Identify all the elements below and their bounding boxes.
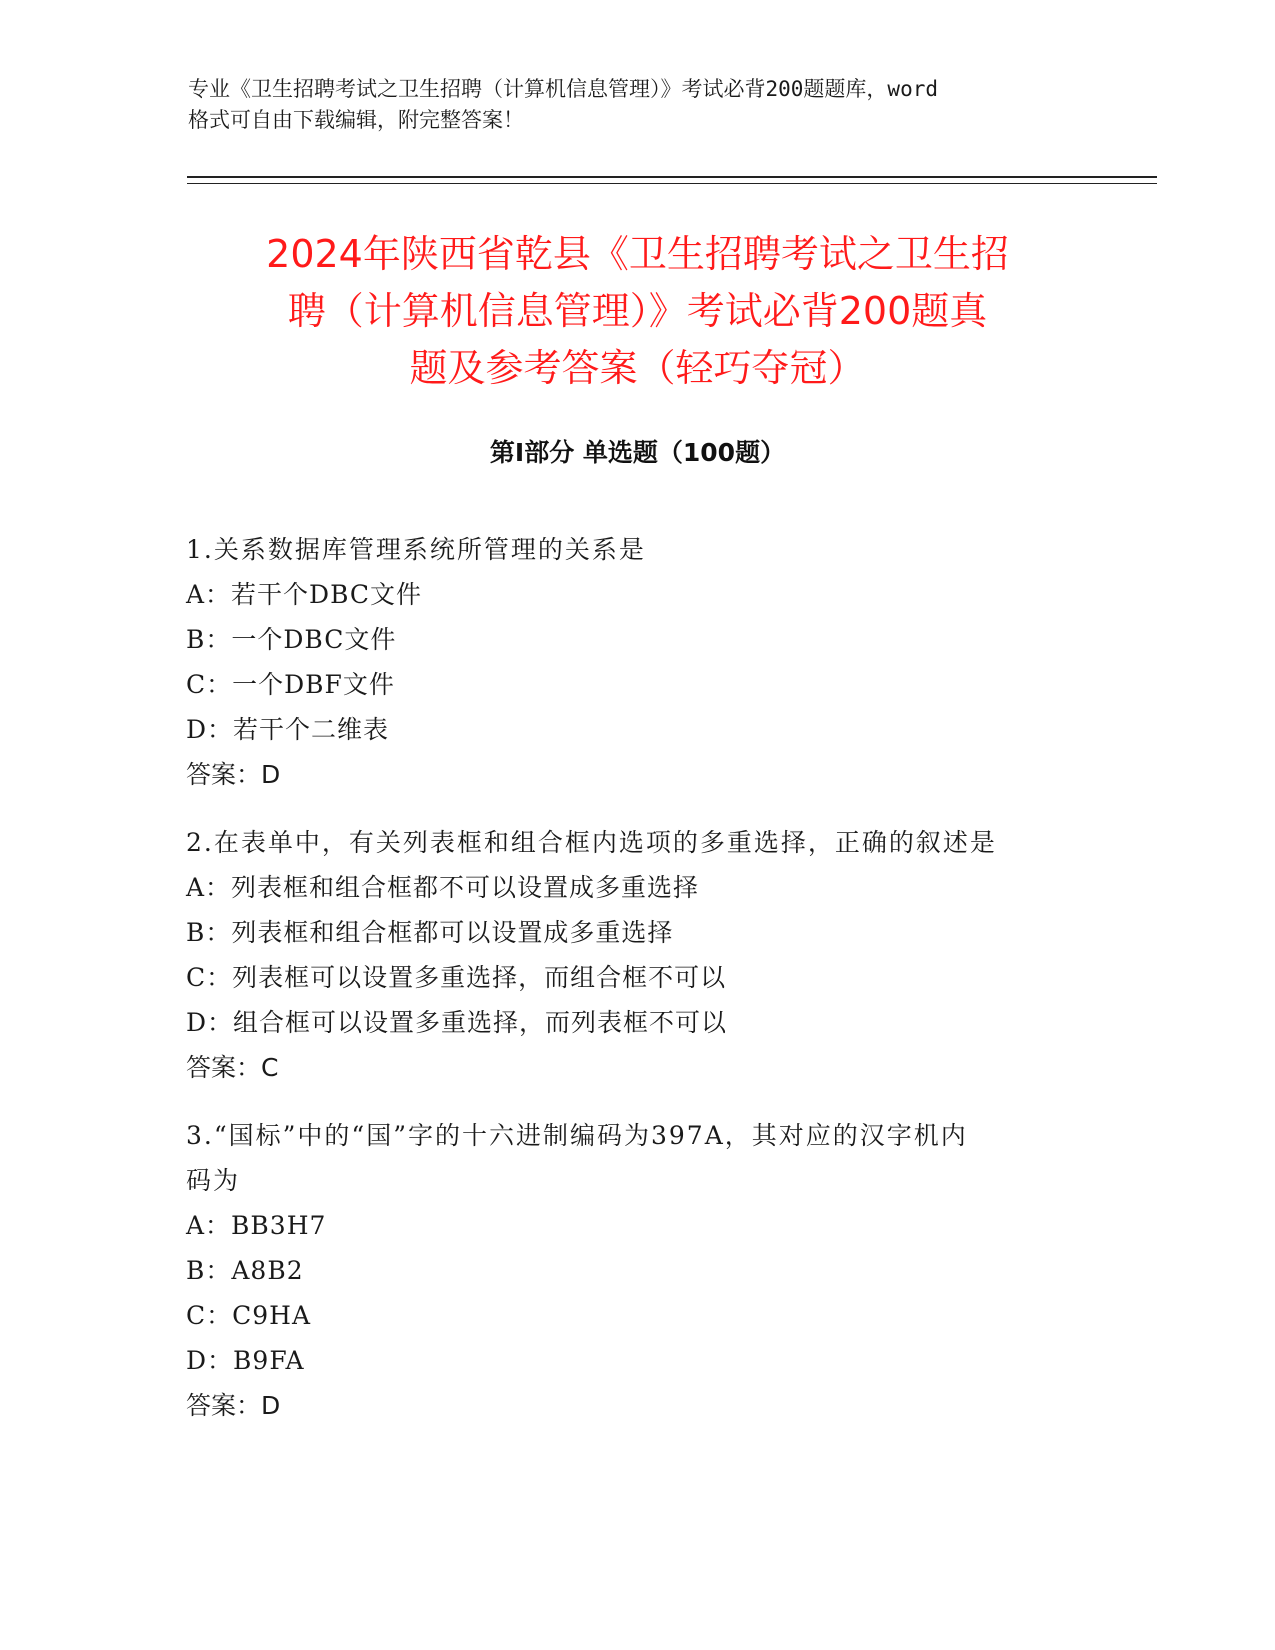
option-c: C：C9HA	[186, 1301, 312, 1330]
question-list	[186, 527, 1086, 1451]
option-b: B：一个DBC文件	[186, 625, 397, 654]
answer-label: 答案：D	[186, 760, 281, 789]
option-b: B：A8B2	[186, 1256, 304, 1285]
option-b: B：列表框和组合框都可以设置成多重选择	[186, 918, 674, 947]
header-divider-thin	[187, 183, 1157, 184]
question-stem: 3.“国标”中的“国”字的十六进制编码为397A，其对应的汉字机内	[186, 1121, 968, 1150]
option-a: A：列表框和组合框都不可以设置成多重选择	[186, 873, 700, 902]
option-a: A：若干个DBC文件	[186, 580, 423, 609]
title-line: 2024年陕西省乾县《卫生招聘考试之卫生招	[266, 232, 1009, 276]
question-item	[186, 527, 1086, 797]
header-note-line: 专业《卫生招聘考试之卫生招聘（计算机信息管理）》考试必背200题题库，word	[188, 77, 938, 101]
question-stem: 2.在表单中，有关列表框和组合框内选项的多重选择，正确的叙述是	[186, 828, 997, 857]
option-d: D：组合框可以设置多重选择，而列表框不可以	[186, 1008, 728, 1037]
header-note	[188, 74, 1088, 136]
title-line: 聘（计算机信息管理）》考试必背200题真	[287, 289, 988, 333]
option-d: D：若干个二维表	[186, 715, 390, 744]
option-c: C：列表框可以设置多重选择，而组合框不可以	[186, 963, 727, 992]
title-line: 题及参考答案（轻巧夺冠）	[409, 346, 866, 390]
document-title	[170, 226, 1105, 397]
option-c: C：一个DBF文件	[186, 670, 395, 699]
question-stem: 1.关系数据库管理系统所管理的关系是	[186, 535, 646, 564]
answer-label: 答案：C	[186, 1053, 279, 1082]
header-note-line: 格式可自由下载编辑，附完整答案！	[188, 108, 524, 132]
option-a: A：BB3H7	[186, 1211, 327, 1240]
section-heading: 第Ⅰ部分 单选题（100题）	[489, 438, 786, 467]
question-stem-continued: 码为	[186, 1166, 241, 1195]
question-item	[186, 820, 1086, 1090]
option-d: D：B9FA	[186, 1346, 305, 1375]
header-divider-thick	[187, 176, 1157, 178]
question-item	[186, 1113, 1086, 1428]
answer-label: 答案：D	[186, 1391, 281, 1420]
